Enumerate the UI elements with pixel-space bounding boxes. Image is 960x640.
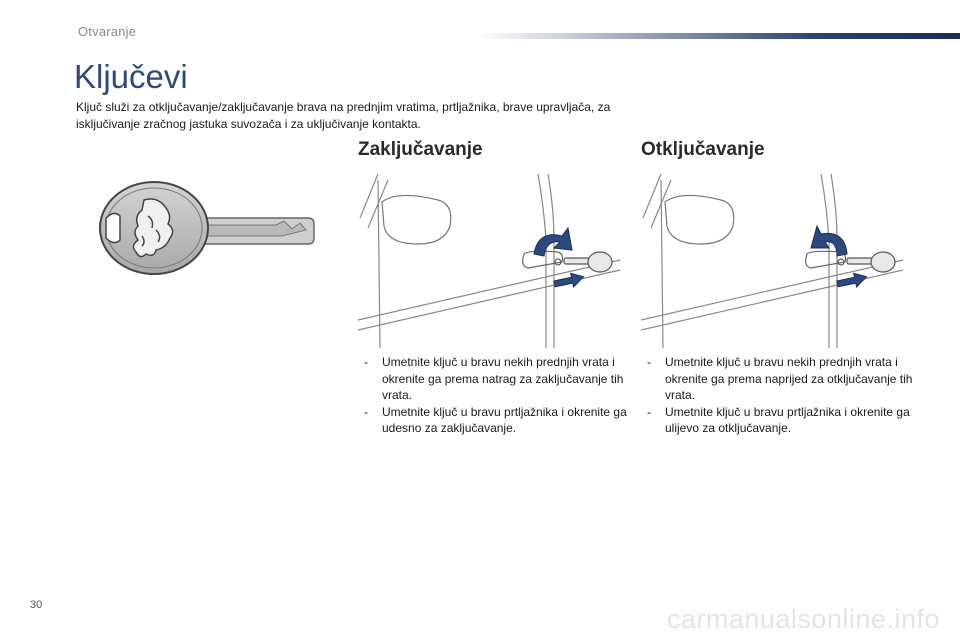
list-item: - Umetnite ključ u bravu prtljažnika i okrenite ga udesno za zaključavanje.: [364, 404, 627, 435]
page-number: 30: [30, 599, 43, 611]
unlocking-section-title: Otključavanje: [641, 139, 765, 160]
locking-steps-list: [364, 354, 634, 437]
header-section-label: Otvaranje: [78, 24, 137, 39]
watermark: carmanualsonline.info: [666, 604, 940, 634]
door-locking-illustration: [358, 170, 622, 348]
list-item: - Umetnite ključ u bravu nekih prednjih vrata i okrenite ga prema naprijed za otključavanje tih vrata.: [647, 355, 913, 402]
door-unlocking-illustration: [641, 170, 905, 348]
page-title: Ključevi: [74, 58, 188, 95]
key-illustration: [96, 180, 316, 276]
inserted-key-icon: [564, 252, 612, 272]
unlocking-steps-list: [647, 354, 917, 437]
header-gradient-bar: [478, 33, 960, 39]
list-item: - Umetnite ključ u bravu nekih prednjih vrata i okrenite ga prema natrag za zaključavanje tih vrata.: [364, 355, 624, 402]
intro-paragraph: Ključ služi za otključavanje/zaključavanje brava na prednjim vratima, prtljažnika, brave upravljača, za isključivanje zračnog jastuka suvozača i za uključivanje kontakta.: [76, 100, 611, 131]
locking-section-title: Zaključavanje: [358, 139, 483, 160]
list-item: - Umetnite ključ u bravu prtljažnika i okrenite ga ulijevo za otključavanje.: [647, 404, 910, 435]
inserted-key-icon: [847, 252, 895, 272]
